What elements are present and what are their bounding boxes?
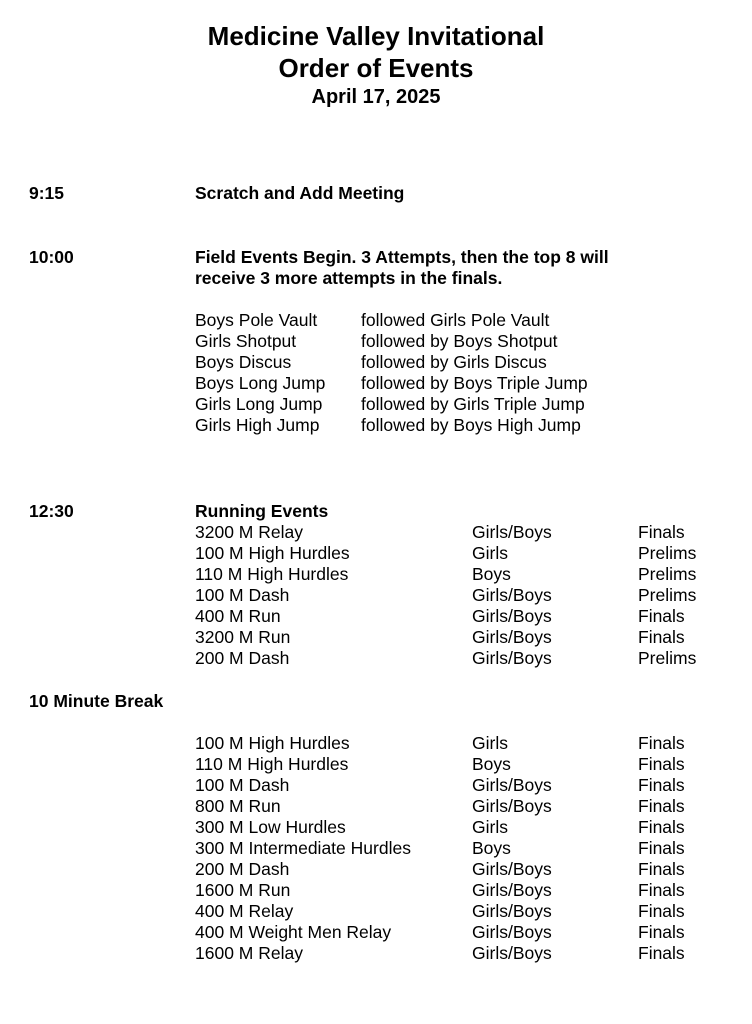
event-gender: Girls: [472, 733, 508, 753]
field-event: Girls High Jump: [195, 415, 320, 435]
event-gender: Girls/Boys: [472, 606, 552, 626]
event-round: Prelims: [638, 564, 697, 584]
event-name: 800 M Run: [195, 796, 281, 816]
event-name: 400 M Relay: [195, 901, 294, 921]
field-event: Girls Shotput: [195, 331, 297, 351]
field-event: Boys Pole Vault: [195, 310, 318, 330]
event-gender: Girls/Boys: [472, 627, 552, 647]
running-heading: Running Events: [195, 501, 329, 521]
event-round: Prelims: [638, 648, 697, 668]
event-gender: Girls: [472, 543, 508, 563]
field-followed: followed Girls Pole Vault: [361, 310, 550, 330]
event-round: Finals: [638, 859, 685, 879]
event-gender: Girls/Boys: [472, 522, 552, 542]
event-name: 400 M Weight Men Relay: [195, 922, 392, 942]
field-event: Boys Discus: [195, 352, 292, 372]
event-gender: Girls/Boys: [472, 943, 552, 963]
event-round: Finals: [638, 733, 685, 753]
event-gender: Girls/Boys: [472, 796, 552, 816]
event-round: Finals: [638, 880, 685, 900]
field-heading-line1: Field Events Begin. 3 Attempts, then the top 8 will: [195, 247, 609, 267]
event-name: 100 M Dash: [195, 775, 290, 795]
event-round: Finals: [638, 838, 685, 858]
event-round: Finals: [638, 627, 685, 647]
event-name: 3200 M Relay: [195, 522, 303, 542]
event-name: 100 M High Hurdles: [195, 543, 350, 563]
break-label: 10 Minute Break: [29, 691, 164, 711]
document-date: April 17, 2025: [311, 86, 441, 108]
event-name: 1600 M Run: [195, 880, 291, 900]
event-name: 110 M High Hurdles: [195, 754, 349, 774]
event-round: Prelims: [638, 585, 697, 605]
field-followed: followed by Girls Discus: [361, 352, 547, 372]
event-name: 3200 M Run: [195, 627, 291, 647]
event-name: 1600 M Relay: [195, 943, 303, 963]
field-followed: followed by Boys Triple Jump: [361, 373, 588, 393]
event-gender: Girls/Boys: [472, 901, 552, 921]
event-gender: Girls/Boys: [472, 880, 552, 900]
field-time: 10:00: [29, 247, 74, 267]
event-round: Finals: [638, 606, 685, 626]
field-followed: followed by Girls Triple Jump: [361, 394, 585, 414]
event-name: 100 M Dash: [195, 585, 290, 605]
event-name: 300 M Low Hurdles: [195, 817, 346, 837]
field-event: Boys Long Jump: [195, 373, 326, 393]
scratch-heading: Scratch and Add Meeting: [195, 183, 405, 203]
event-gender: Girls/Boys: [472, 585, 552, 605]
event-round: Finals: [638, 775, 685, 795]
event-round: Finals: [638, 522, 685, 542]
document-title: Medicine Valley Invitational: [207, 21, 545, 51]
field-followed: followed by Boys Shotput: [361, 331, 558, 351]
event-name: 400 M Run: [195, 606, 281, 626]
event-gender: Girls/Boys: [472, 648, 552, 668]
event-gender: Girls/Boys: [472, 922, 552, 942]
field-heading-line2: receive 3 more attempts in the finals.: [195, 268, 503, 288]
event-round: Finals: [638, 922, 685, 942]
event-gender: Girls/Boys: [472, 859, 552, 879]
scratch-time: 9:15: [29, 183, 65, 203]
event-round: Prelims: [638, 543, 697, 563]
event-round: Finals: [638, 817, 685, 837]
event-gender: Girls: [472, 817, 508, 837]
running-time: 12:30: [29, 501, 74, 521]
event-round: Finals: [638, 901, 685, 921]
event-gender: Girls/Boys: [472, 775, 552, 795]
event-gender: Boys: [472, 754, 511, 774]
field-followed: followed by Boys High Jump: [361, 415, 581, 435]
event-round: Finals: [638, 754, 685, 774]
event-gender: Boys: [472, 838, 511, 858]
field-event: Girls Long Jump: [195, 394, 323, 414]
document-subtitle: Order of Events: [278, 53, 474, 83]
event-round: Finals: [638, 796, 685, 816]
event-name: 110 M High Hurdles: [195, 564, 349, 584]
event-name: 100 M High Hurdles: [195, 733, 350, 753]
event-name: 200 M Dash: [195, 859, 290, 879]
event-gender: Boys: [472, 564, 511, 584]
event-name: 200 M Dash: [195, 648, 290, 668]
event-name: 300 M Intermediate Hurdles: [195, 838, 411, 858]
event-round: Finals: [638, 943, 685, 963]
